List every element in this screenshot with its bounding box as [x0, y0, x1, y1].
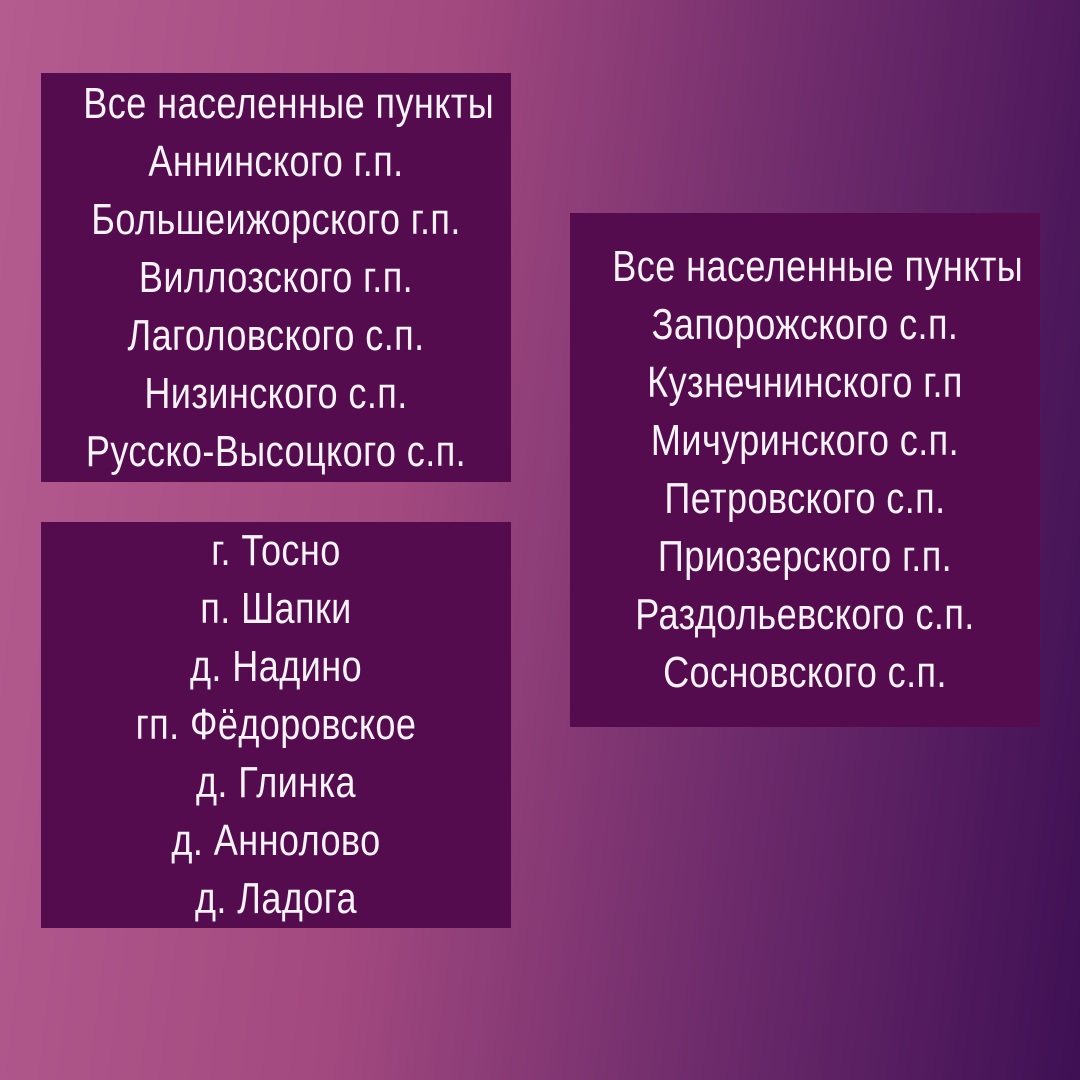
settlement-line: д. Ладога [194, 874, 358, 923]
card-title: Все населенные пункты [83, 78, 495, 128]
card-title: Все населенные пункты [612, 242, 1024, 291]
settlement-line: д. Надино [189, 642, 363, 691]
settlement-line: Русско-Высоцкого с.п. [85, 426, 467, 476]
settlements-card-2 [41, 522, 511, 928]
settlement-line: Лаголовского с.п. [127, 310, 425, 360]
settlements-card-1-lines [83, 75, 495, 481]
settlement-line: Виллозского г.п. [138, 252, 414, 302]
settlement-line: Кузнечнинского г.п [647, 358, 963, 407]
settlement-line: Большеижорского г.п. [91, 194, 461, 244]
settlement-line: Сосновского с.п. [663, 648, 947, 697]
settlement-line: Приозерского г.п. [657, 532, 953, 581]
settlement-line: гп. Фёдоровское [135, 700, 417, 749]
settlement-line: Низинского с.п. [144, 368, 408, 418]
settlement-line: Мичуринского с.п. [650, 416, 960, 465]
settlement-line: Раздольевского с.п. [635, 590, 975, 639]
settlements-card-3 [570, 213, 1040, 727]
settlement-line: д. Аннолово [171, 816, 381, 865]
settlement-line: г. Тосно [211, 526, 341, 575]
settlements-card-3-lines [612, 238, 1024, 702]
settlement-line: п. Шапки [200, 584, 352, 633]
settlements-card-1 [41, 73, 511, 482]
settlement-line: Петровского с.п. [664, 474, 946, 523]
settlements-card-2-lines [83, 522, 468, 928]
settlement-line: Запорожского с.п. [651, 300, 959, 349]
settlement-line: Аннинского г.п. [148, 136, 404, 186]
settlement-line: д. Глинка [195, 758, 357, 807]
